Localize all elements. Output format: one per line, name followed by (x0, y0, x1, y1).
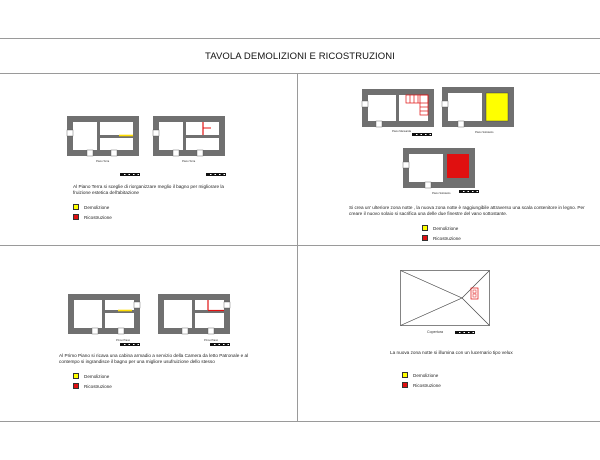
legend-swatch-red (73, 214, 79, 220)
legend-label: Ricostruzione (84, 214, 112, 220)
legend-swatch-yellow (73, 204, 79, 210)
legend-demolizione-q3 (73, 373, 109, 379)
caption-plan-q3-a: Primo Piano (116, 339, 131, 342)
plan-piano-terra-existing (67, 116, 139, 156)
legend-label: Demolizione (433, 225, 459, 231)
scale-bar (120, 343, 140, 346)
legend-label: Ricostruzione (84, 383, 112, 389)
legend-ricostruzione-q4 (402, 382, 441, 388)
plan-sottotetto-project (403, 148, 475, 188)
plan-primo-piano-existing (68, 294, 140, 334)
plan-primo-piano-project (158, 294, 230, 334)
frame-middle-line (0, 245, 600, 246)
scale-bar (455, 331, 475, 334)
page-title: TAVOLA DEMOLIZIONI E RICOSTRUZIONI (205, 51, 395, 62)
legend-label: Demolizione (84, 204, 110, 210)
caption-plan-q2-c: Piano Sottotetto (432, 192, 451, 195)
frame-title-divider (0, 73, 600, 74)
scale-bar (412, 133, 432, 136)
description-q2: Si crea un' ulteriore zona notte , la nuova zona notte è raggiungibile attraverso una scala contenitore in legno. Per creare il nuovo solaio si sacrifica una delle due finestre del vano sottostante. (349, 205, 585, 217)
description-q4: La nuova zona notte si illumina con un lucernario tipo velux (390, 350, 513, 355)
legend-label: Ricostruzione (433, 235, 461, 241)
legend-demolizione-q2 (422, 225, 458, 231)
plan-piano-terra-project (153, 116, 225, 156)
caption-plan-q2-a: Piano Mansarda (392, 130, 411, 133)
legend-swatch-red (422, 235, 428, 241)
description-q1: Al Piano Terra si sceglie di riorganizzare meglio il bagno per migliorare la fruizione estetica dell'abitazione (73, 184, 225, 196)
scale-bar (459, 190, 479, 193)
legend-label: Demolizione (84, 373, 110, 379)
scale-bar (206, 173, 226, 176)
caption-plan-q1-a: Piano Terra (96, 160, 110, 163)
caption-plan-q3-b: Primo Piano (204, 339, 219, 342)
legend-swatch-red (73, 383, 79, 389)
frame-bottom-line (0, 421, 600, 422)
legend-ricostruzione-q1 (73, 214, 112, 220)
legend-ricostruzione-q2 (422, 235, 461, 241)
plan-sottotetto-existing (442, 87, 514, 127)
legend-ricostruzione-q3 (73, 383, 112, 389)
frame-vertical-divider (297, 73, 298, 421)
legend-demolizione-q1 (73, 204, 109, 210)
scale-bar (210, 343, 230, 346)
caption-plan-q2-b: Piano Sottotetto (475, 131, 494, 134)
legend-swatch-yellow (73, 373, 79, 379)
frame-top-line (0, 38, 600, 39)
scale-bar (120, 173, 140, 176)
legend-label: Ricostruzione (413, 382, 441, 388)
caption-roof: Copertura (427, 330, 443, 334)
legend-demolizione-q4 (402, 372, 438, 378)
description-q3: Al Primo Piano si ricava una cabina armadio a servizio della Camera da letto Patronale e al contempo si ingrandisce il bagno per una migliore usufruizione dello stesso (59, 353, 249, 365)
legend-swatch-yellow (422, 225, 428, 231)
caption-plan-q1-b: Piano Terra (182, 160, 196, 163)
legend-swatch-yellow (402, 372, 408, 378)
plan-mansarda (362, 89, 434, 127)
roof-plan-copertura (400, 270, 490, 326)
legend-swatch-red (402, 382, 408, 388)
legend-label: Demolizione (413, 372, 439, 378)
